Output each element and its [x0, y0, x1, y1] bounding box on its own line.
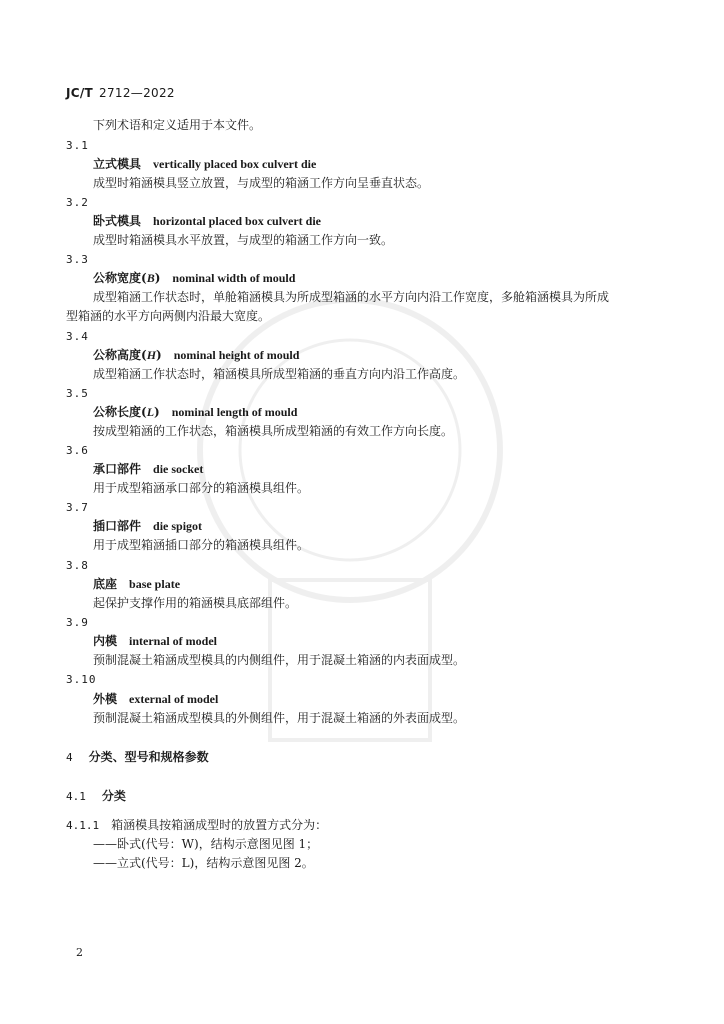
term-number: 3.9 [66, 616, 89, 629]
term-zh: 公称宽度 [93, 271, 142, 285]
term-en: internal of model [129, 634, 218, 648]
term-number: 3.7 [66, 501, 89, 514]
clause-text: 箱涵模具按箱涵成型时的放置方式分为： [111, 818, 328, 832]
term-en: base plate [129, 577, 181, 591]
term-definition: 用于成型箱涵插口部分的箱涵模具组件。 [93, 538, 310, 552]
term-number: 3.5 [66, 387, 89, 400]
term-symbol: H [146, 348, 157, 362]
symbol-paren: ) [154, 405, 160, 419]
standard-code: JC/T [66, 86, 94, 100]
clause [66, 818, 327, 833]
subsection-number: 4.1 [66, 790, 86, 803]
term-definition: 预制混凝土箱涵成型模具的内侧组件，用于混凝土箱涵的内表面成型。 [93, 653, 466, 667]
list-item: ——卧式(代号：W)，结构示意图见图 1； [93, 837, 319, 851]
term-number: 3.4 [66, 330, 89, 343]
term-number: 3.3 [66, 253, 89, 266]
symbol-paren: ) [154, 271, 161, 285]
term-zh: 插口部件 [93, 519, 142, 533]
document-header [66, 86, 175, 100]
term-symbol: B [146, 271, 155, 285]
term-zh: 公称高度 [93, 348, 142, 362]
term-zh: 公称长度 [93, 405, 142, 419]
term-en: die spigot [153, 519, 203, 533]
term-number: 3.8 [66, 559, 89, 572]
symbol-paren: ( [141, 405, 147, 419]
term-zh: 外模 [93, 692, 118, 706]
term-en: nominal width of mould [172, 271, 296, 285]
term-heading [93, 519, 202, 533]
term-zh: 内模 [93, 634, 118, 648]
term-en: nominal height of mould [173, 348, 300, 362]
term-definition: 成型时箱涵模具竖立放置，与成型的箱涵工作方向呈垂直状态。 [93, 176, 430, 190]
term-number: 3.10 [66, 673, 97, 686]
term-en: die socket [153, 462, 204, 476]
subsection-heading [66, 789, 126, 804]
term-heading [93, 405, 297, 419]
term-definition: 成型时箱涵模具水平放置，与成型的箱涵工作方向一致。 [93, 233, 394, 247]
term-heading [93, 462, 203, 476]
symbol-paren: ( [141, 271, 147, 285]
term-heading [93, 271, 295, 285]
term-heading [93, 634, 217, 648]
term-definition: 起保护支撑作用的箱涵模具底部组件。 [93, 596, 298, 610]
term-en: vertically placed box culvert die [153, 157, 317, 171]
section-heading [66, 750, 209, 765]
section-title: 分类、型号和规格参数 [88, 750, 209, 764]
term-heading [93, 577, 180, 591]
clause-number: 4.1.1 [66, 819, 100, 832]
term-heading [93, 348, 299, 362]
symbol-paren: ( [141, 348, 147, 362]
section-number: 4 [66, 751, 73, 764]
term-en: horizontal placed box culvert die [153, 214, 322, 228]
term-definition: 用于成型箱涵承口部分的箱涵模具组件。 [93, 481, 310, 495]
term-en: nominal length of mould [171, 405, 298, 419]
list-item: ——立式(代号：L)，结构示意图见图 2。 [93, 856, 314, 870]
term-definition: 按成型箱涵的工作状态，箱涵模具所成型箱涵的有效工作方向长度。 [93, 424, 454, 438]
term-definition-continued: 型箱涵的水平方向两侧内沿最大宽度。 [66, 309, 271, 323]
term-heading [93, 214, 321, 228]
page-number: 2 [76, 946, 83, 959]
subsection-title: 分类 [101, 789, 126, 803]
term-definition: 成型箱涵工作状态时，箱涵模具所成型箱涵的垂直方向内沿工作高度。 [93, 367, 466, 381]
term-zh: 承口部件 [93, 462, 142, 476]
term-heading [93, 692, 218, 706]
term-zh: 底座 [93, 577, 118, 591]
term-zh: 立式模具 [93, 157, 142, 171]
term-symbol: L [146, 405, 155, 419]
term-definition: 预制混凝土箱涵成型模具的外侧组件，用于混凝土箱涵的外表面成型。 [93, 711, 466, 725]
standard-number: 2712—2022 [99, 86, 175, 100]
term-zh: 卧式模具 [93, 214, 142, 228]
term-number: 3.1 [66, 139, 89, 152]
term-heading [93, 157, 316, 171]
term-number: 3.2 [66, 196, 89, 209]
term-en: external of model [129, 692, 219, 706]
term-number: 3.6 [66, 444, 89, 457]
term-definition: 成型箱涵工作状态时，单舱箱涵模具为所成型箱涵的水平方向内沿工作宽度，多舱箱涵模具为所成 [93, 290, 610, 304]
symbol-paren: ) [156, 348, 162, 362]
intro-text: 下列术语和定义适用于本文件。 [93, 118, 262, 132]
